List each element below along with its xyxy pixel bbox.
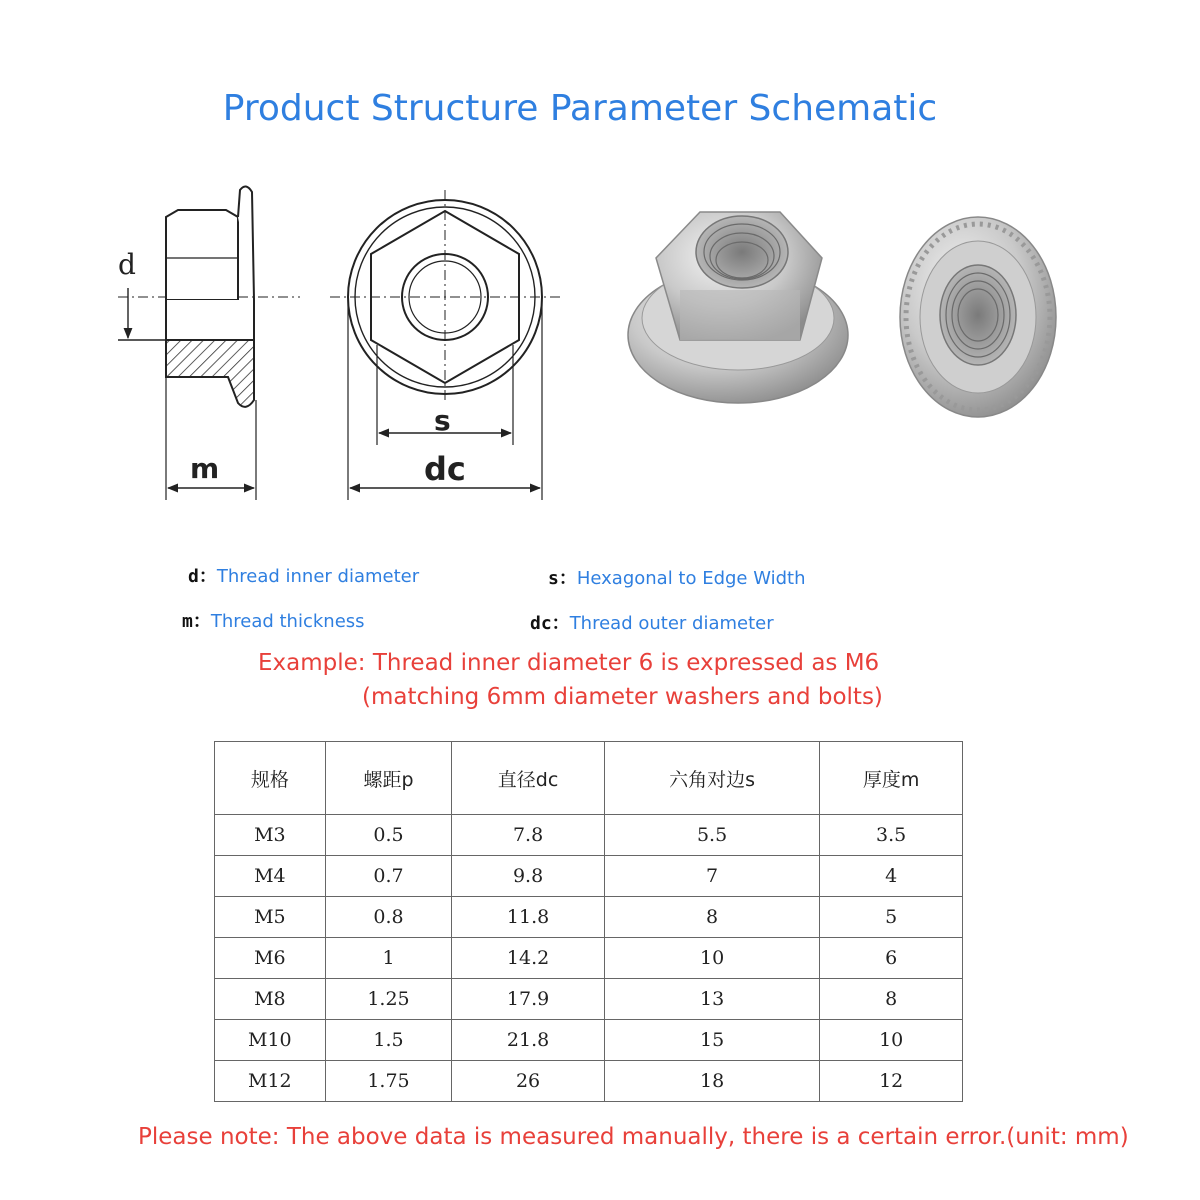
table-cell: 10 xyxy=(820,1020,963,1061)
table-cell: 17.9 xyxy=(452,979,605,1020)
label-s: s xyxy=(434,404,451,437)
legend-text: Thread thickness xyxy=(210,611,365,632)
legend-text: Thread inner diameter xyxy=(216,566,420,587)
label-m: m xyxy=(190,452,220,485)
table-row xyxy=(215,897,963,938)
table-cell: M10 xyxy=(215,1020,326,1061)
table-cell: 3.5 xyxy=(820,815,963,856)
table-cell: 10 xyxy=(604,938,820,979)
table-cell: 15 xyxy=(604,1020,820,1061)
table-cell: M3 xyxy=(215,815,326,856)
table-row xyxy=(215,938,963,979)
table-cell: M4 xyxy=(215,856,326,897)
table-cell: 7 xyxy=(604,856,820,897)
legend-key: s： xyxy=(548,568,577,589)
table-cell: 0.5 xyxy=(325,815,452,856)
table-cell: 8 xyxy=(604,897,820,938)
table-cell: 0.7 xyxy=(325,856,452,897)
table-cell: 13 xyxy=(604,979,820,1020)
table-cell: 5.5 xyxy=(604,815,820,856)
table-cell: 1.25 xyxy=(325,979,452,1020)
table-row xyxy=(215,815,963,856)
header-diameter: 直径dc xyxy=(452,742,605,815)
page-title: Product Structure Parameter Schematic xyxy=(222,88,938,129)
table-cell: 21.8 xyxy=(452,1020,605,1061)
spec-table xyxy=(214,741,963,1102)
table-row xyxy=(215,1061,963,1102)
example-line-2: (matching 6mm diameter washers and bolts) xyxy=(362,684,883,710)
header-pitch: 螺距p xyxy=(325,742,452,815)
table-cell: 1 xyxy=(325,938,452,979)
table-cell: 11.8 xyxy=(452,897,605,938)
table-cell: 4 xyxy=(820,856,963,897)
table-row xyxy=(215,979,963,1020)
schematic-drawings xyxy=(0,0,1200,540)
table-cell: 7.8 xyxy=(452,815,605,856)
table-cell: 1.75 xyxy=(325,1061,452,1102)
table-cell: M12 xyxy=(215,1061,326,1102)
legend-key: dc： xyxy=(530,613,570,634)
flange-nut-photo-bottom xyxy=(900,217,1056,417)
table-cell: 18 xyxy=(604,1061,820,1102)
label-d: d xyxy=(118,248,136,281)
table-cell: 14.2 xyxy=(452,938,605,979)
table-header-row xyxy=(215,742,963,815)
flange-nut-photo-top xyxy=(628,212,848,403)
table-cell: M5 xyxy=(215,897,326,938)
example-line-1: Example: Thread inner diameter 6 is expressed as M6 xyxy=(258,650,880,676)
header-thickness: 厚度m xyxy=(820,742,963,815)
legend-item-dc xyxy=(530,609,774,635)
table-row xyxy=(215,856,963,897)
header-spec: 规格 xyxy=(215,742,326,815)
table-cell: 26 xyxy=(452,1061,605,1102)
legend-item-d xyxy=(188,562,419,588)
table-cell: 9.8 xyxy=(452,856,605,897)
table-cell: 5 xyxy=(820,897,963,938)
legend-text: Hexagonal to Edge Width xyxy=(576,568,806,589)
legend-text: Thread outer diameter xyxy=(569,613,774,634)
label-dc: dc xyxy=(424,450,466,488)
table-cell: 1.5 xyxy=(325,1020,452,1061)
table-cell: 0.8 xyxy=(325,897,452,938)
table-cell: M6 xyxy=(215,938,326,979)
legend-item-s xyxy=(548,564,806,590)
table-cell: 12 xyxy=(820,1061,963,1102)
legend-key: d： xyxy=(188,566,217,587)
table-row xyxy=(215,1020,963,1061)
table-cell: M8 xyxy=(215,979,326,1020)
header-hex-width: 六角对边s xyxy=(604,742,820,815)
legend-key: m： xyxy=(182,611,211,632)
measurement-note: Please note: The above data is measured manually, there is a certain error.(unit: mm) xyxy=(138,1124,1129,1150)
table-cell: 8 xyxy=(820,979,963,1020)
table-cell: 6 xyxy=(820,938,963,979)
legend-item-m xyxy=(182,607,365,633)
